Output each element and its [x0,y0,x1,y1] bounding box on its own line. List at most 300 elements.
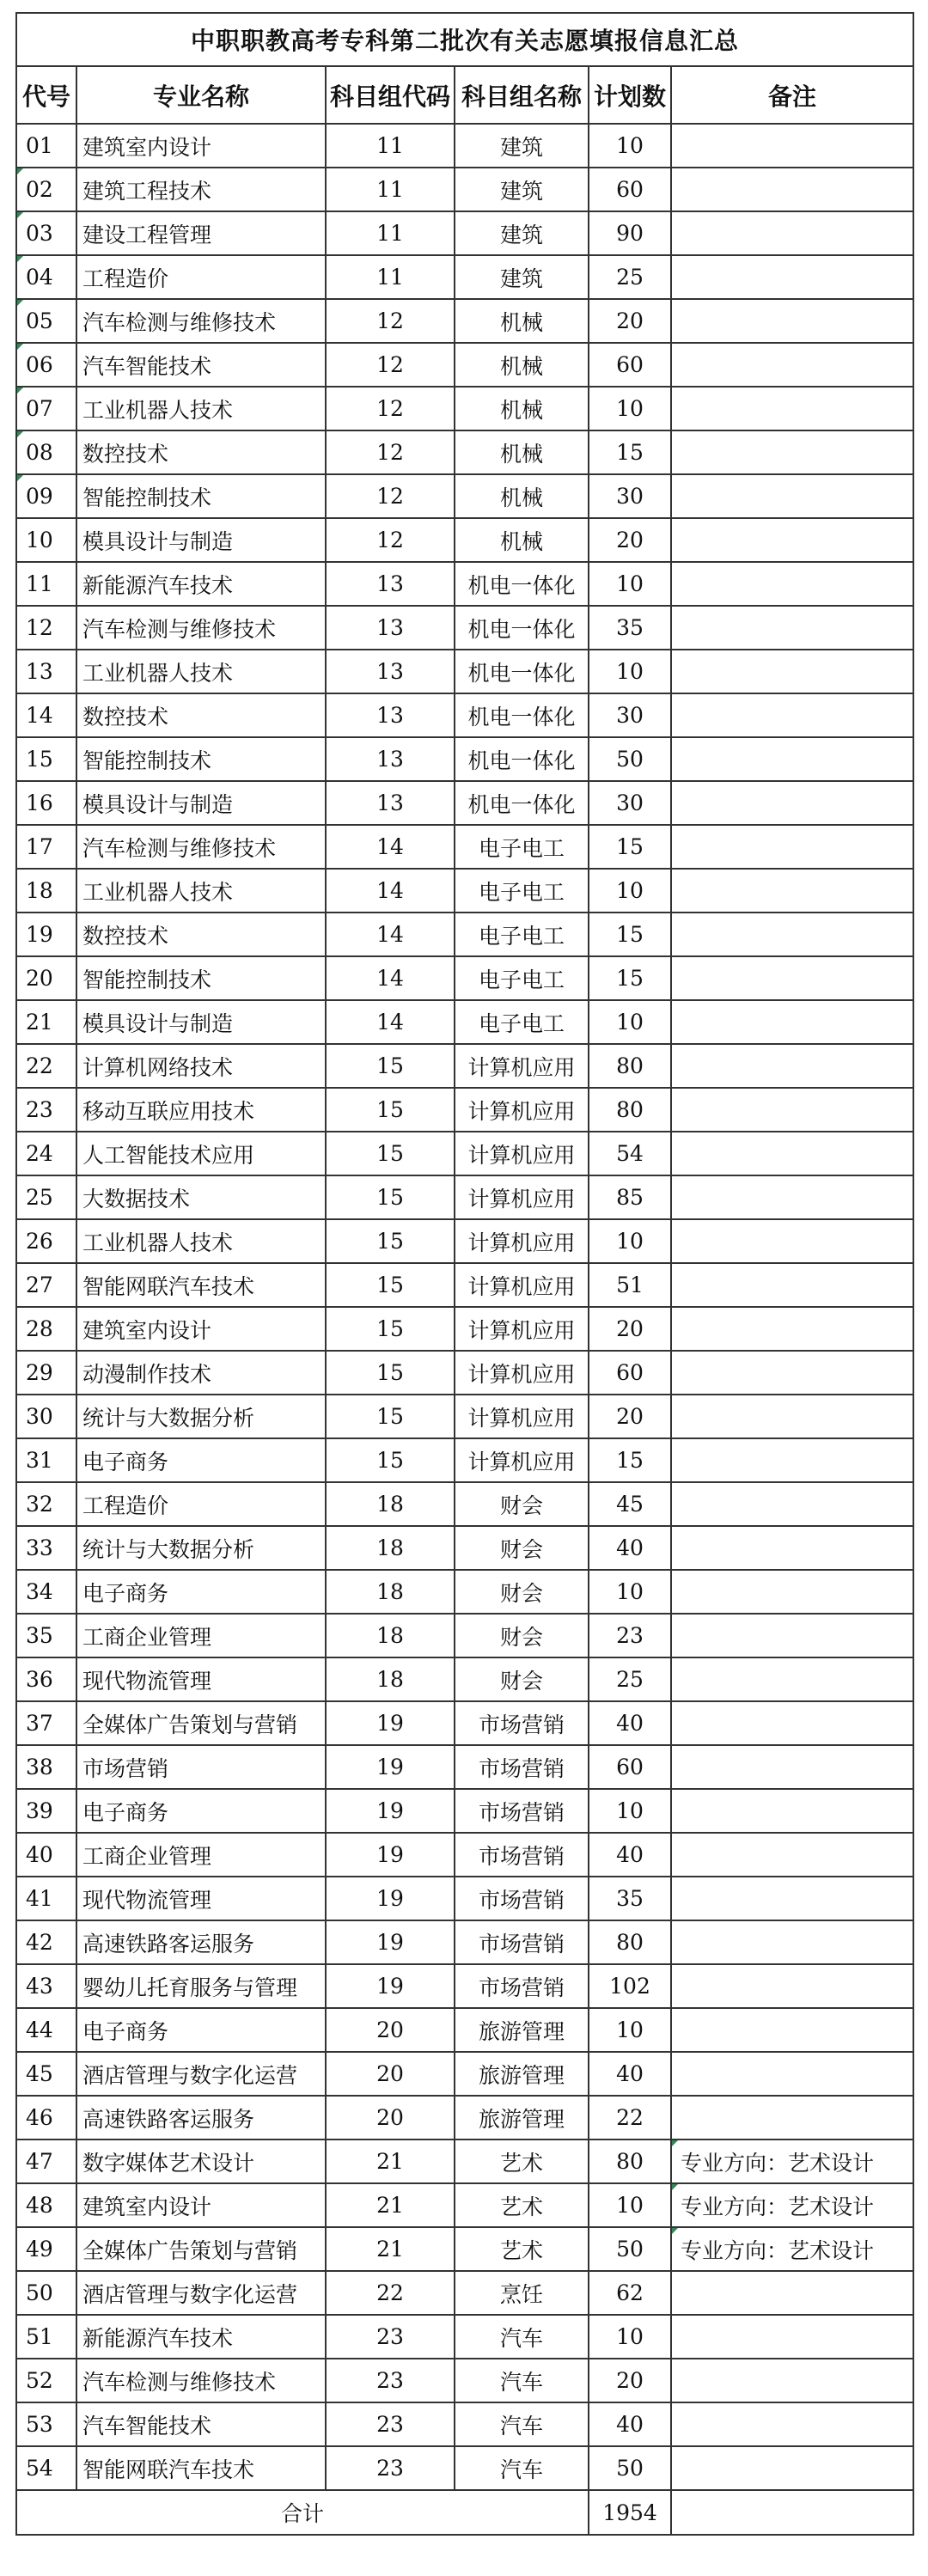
cell-group-code-text: 14 [376,966,404,991]
cell-group-name-text: 机械 [499,309,543,335]
cell-group-code [326,2052,455,2096]
cell-major [76,168,326,211]
cell-note [671,1789,913,1833]
cell-group-name-text: 建筑 [499,178,543,204]
cell-major [76,1132,326,1175]
table-row [16,825,913,869]
cell-plan-text: 20 [616,528,644,552]
cell-code-text: 01 [26,133,53,158]
table-row [16,693,913,737]
cell-code-text: 26 [26,1229,53,1254]
cell-major [76,2227,326,2271]
cell-group-name [455,1000,589,1044]
cell-group-code [326,1000,455,1044]
cell-plan [589,1000,671,1044]
cell-plan-text: 30 [616,703,644,728]
cell-code-text: 10 [26,528,53,552]
cell-code [16,518,76,562]
cell-plan-text: 60 [616,1755,644,1779]
cell-major [76,255,326,299]
cell-group-code-text: 23 [376,2456,404,2481]
cell-code [16,606,76,650]
cell-major [76,1570,326,1614]
cell-group-name [455,1263,589,1307]
cell-group-code [326,869,455,913]
cell-plan [589,956,671,1000]
cell-group-code [326,650,455,693]
cell-code-text: 39 [26,1798,53,1823]
cell-major [76,2052,326,2096]
cell-group-code-text: 19 [376,1798,404,1823]
cell-major [76,1219,326,1263]
cell-group-code [326,693,455,737]
cell-group-name [455,1657,589,1701]
table-row [16,2359,913,2402]
cell-plan-text: 10 [616,133,644,158]
cell-group-name-text: 艺术 [499,2150,543,2176]
cell-group-code [326,1877,455,1920]
cell-major [76,1000,326,1044]
cell-plan-text: 20 [616,308,644,333]
cell-plan-text: 10 [616,2017,644,2042]
cell-group-name [455,1175,589,1219]
cell-code-text: 37 [26,1711,53,1736]
table-row [16,2446,913,2490]
cell-note [671,650,913,693]
cell-group-code [326,518,455,562]
cell-group-code [326,2096,455,2140]
cell-code [16,299,76,343]
cell-code-text: 33 [26,1535,53,1560]
cell-plan [589,1614,671,1657]
cell-major [76,1088,326,1132]
cell-plan [589,124,671,168]
cell-code-text: 29 [26,1360,53,1385]
cell-major [76,430,326,474]
cell-group-name [455,2096,589,2140]
header-plan: 计划数 [589,66,671,124]
cell-code-text: 04 [26,265,53,290]
cell-code [16,1833,76,1877]
cell-major-text: 工业机器人技术 [82,660,234,686]
cell-plan [589,1132,671,1175]
cell-major [76,124,326,168]
cell-major-text: 数控技术 [82,923,169,949]
cell-group-name [455,518,589,562]
cell-code-text: 23 [26,1097,53,1122]
cell-note [671,956,913,1000]
cell-code [16,1789,76,1833]
cell-group-code-text: 15 [376,1316,404,1341]
cell-group-name [455,606,589,650]
table-row [16,430,913,474]
cell-note [671,1833,913,1877]
cell-group-code-text: 23 [376,2324,404,2349]
cell-group-code [326,1570,455,1614]
cell-code [16,1745,76,1789]
cell-group-name [455,1395,589,1438]
cell-group-name-text: 机电一体化 [467,791,576,817]
cell-plan [589,1307,671,1351]
cell-group-code [326,343,455,387]
cell-note [671,1877,913,1920]
table-row [16,299,913,343]
cell-major [76,2315,326,2359]
cell-group-code-text: 20 [376,2061,404,2086]
cell-group-name [455,693,589,737]
cell-plan [589,1351,671,1395]
cell-group-code-text: 19 [376,1886,404,1911]
cell-code [16,1351,76,1395]
cell-group-name-text: 市场营销 [478,1799,565,1825]
cell-note [671,1175,913,1219]
cell-major-text: 高速铁路客运服务 [82,2106,255,2132]
cell-group-name [455,1877,589,1920]
cell-group-code-text: 15 [376,1141,404,1166]
cell-group-name [455,1570,589,1614]
cell-plan [589,2052,671,2096]
cell-major [76,562,326,606]
cell-code [16,956,76,1000]
cell-major-text: 高速铁路客运服务 [82,1931,255,1956]
cell-major-text: 现代物流管理 [82,1668,212,1694]
cell-group-name [455,255,589,299]
cell-major-text: 汽车检测与维修技术 [82,616,277,642]
cell-code [16,2096,76,2140]
cell-plan [589,518,671,562]
cell-major-text: 建筑室内设计 [82,1317,212,1343]
cell-group-code-text: 15 [376,1360,404,1385]
cell-group-name-text: 机械 [499,528,543,554]
cell-major [76,1833,326,1877]
cell-group-code-text: 12 [376,352,404,377]
cell-major-text: 新能源汽车技术 [82,2325,234,2351]
cell-note [671,124,913,168]
table-row [16,1482,913,1526]
cell-group-code-text: 11 [376,133,404,158]
cell-group-code [326,825,455,869]
cell-marker-icon [17,168,23,174]
cell-group-code [326,956,455,1000]
table-row [16,650,913,693]
cell-code-text: 51 [26,2324,53,2349]
cell-plan [589,387,671,430]
cell-major-text: 汽车检测与维修技术 [82,2369,277,2395]
cell-group-name-text: 建筑 [499,222,543,247]
cell-code-text: 19 [26,922,53,947]
cell-group-name-text: 电子电工 [478,967,565,992]
cell-major-text: 智能控制技术 [82,748,212,773]
cell-code-text: 09 [26,484,53,509]
cell-code-text: 07 [26,396,53,421]
cell-group-name [455,562,589,606]
table-row [16,518,913,562]
cell-group-name [455,430,589,474]
cell-code [16,474,76,518]
cell-major-text: 建设工程管理 [82,222,212,247]
cell-group-code-text: 11 [376,221,404,246]
cell-major-text: 市场营销 [82,1755,169,1781]
cell-plan-text: 102 [609,1974,650,1999]
table-title: 中职职教高考专科第二批次有关志愿填报信息汇总 [16,13,913,66]
cell-note [671,1701,913,1745]
cell-major [76,913,326,956]
cell-group-code [326,562,455,606]
cell-plan-text: 10 [616,1010,644,1035]
cell-marker-icon [17,344,23,350]
cell-code [16,2183,76,2227]
cell-note [671,693,913,737]
cell-major [76,1175,326,1219]
cell-code [16,124,76,168]
cell-plan [589,1877,671,1920]
cell-plan [589,825,671,869]
cell-plan-text: 40 [616,1535,644,1560]
cell-plan [589,1833,671,1877]
cell-group-code [326,2402,455,2446]
cell-note [671,2446,913,2490]
cell-group-name [455,343,589,387]
cell-group-name-text: 建筑 [499,266,543,291]
cell-code-text: 02 [26,177,53,202]
cell-major-text: 智能控制技术 [82,485,212,510]
table-row [16,1614,913,1657]
header-code: 代号 [16,66,76,124]
cell-group-code-text: 15 [376,1097,404,1122]
cell-group-code [326,1263,455,1307]
cell-major [76,869,326,913]
cell-code [16,1614,76,1657]
cell-note [671,2227,913,2271]
cell-plan [589,606,671,650]
cell-major [76,211,326,255]
cell-group-name-text: 财会 [499,1492,543,1518]
cell-group-name [455,2271,589,2315]
cell-group-name-text: 计算机应用 [467,1054,576,1080]
cell-group-name [455,299,589,343]
cell-group-name-text: 财会 [499,1580,543,1606]
cell-code-text: 21 [26,1010,53,1035]
table-row [16,606,913,650]
cell-note [671,1526,913,1570]
cell-group-name-text: 市场营销 [478,1931,565,1956]
cell-code [16,168,76,211]
cell-group-name-text: 市场营销 [478,1887,565,1913]
cell-major-text: 统计与大数据分析 [82,1536,255,1562]
cell-major-text: 动漫制作技术 [82,1361,212,1387]
cell-group-code [326,2359,455,2402]
cell-note [671,1438,913,1482]
table-row [16,1833,913,1877]
cell-major [76,2140,326,2183]
cell-plan [589,650,671,693]
cell-note [671,168,913,211]
cell-group-name-text: 市场营销 [478,1755,565,1781]
cell-code-text: 42 [26,1930,53,1955]
cell-group-code-text: 19 [376,1755,404,1779]
cell-major [76,1482,326,1526]
cell-plan-text: 20 [616,1316,644,1341]
cell-group-name [455,1132,589,1175]
cell-code [16,430,76,474]
cell-group-code [326,1964,455,2008]
cell-code [16,1132,76,1175]
cell-group-code-text: 23 [376,2368,404,2393]
cell-group-code [326,1088,455,1132]
table-row [16,343,913,387]
cell-group-code [326,255,455,299]
header-major: 专业名称 [76,66,326,124]
cell-plan [589,1657,671,1701]
cell-group-name-text: 旅游管理 [478,2106,565,2132]
table-row [16,913,913,956]
cell-group-code-text: 13 [376,615,404,640]
cell-group-code-text: 20 [376,2105,404,2130]
cell-code [16,562,76,606]
cell-note [671,518,913,562]
cell-marker-icon [17,388,23,394]
cell-plan-text: 15 [616,834,644,859]
cell-note [671,343,913,387]
cell-code [16,2315,76,2359]
cell-note-text: 专业方向：艺术设计 [681,2150,875,2176]
cell-group-code [326,1482,455,1526]
table-row [16,2227,913,2271]
cell-plan [589,2315,671,2359]
cell-code-text: 17 [26,834,53,859]
cell-code [16,693,76,737]
table-row [16,1219,913,1263]
cell-plan [589,1044,671,1088]
cell-plan-text: 10 [616,659,644,684]
table-row [16,474,913,518]
cell-plan-text: 60 [616,352,644,377]
cell-group-code-text: 13 [376,571,404,596]
cell-major-text: 数控技术 [82,441,169,467]
cell-group-name-text: 计算机应用 [467,1361,576,1387]
cell-plan-text: 23 [616,1623,644,1648]
cell-group-code [326,1657,455,1701]
cell-group-name-text: 电子电工 [478,1010,565,1036]
cell-major-text: 智能控制技术 [82,967,212,992]
cell-plan [589,781,671,825]
cell-plan-text: 50 [616,2237,644,2262]
cell-group-code [326,1614,455,1657]
cell-code [16,2359,76,2402]
cell-group-code [326,1438,455,1482]
cell-group-code-text: 15 [376,1053,404,1078]
cell-group-name [455,2140,589,2183]
table-row [16,1438,913,1482]
cell-group-name-text: 汽车 [499,2325,543,2351]
cell-plan [589,1920,671,1964]
cell-group-name-text: 电子电工 [478,923,565,949]
cell-code [16,869,76,913]
cell-group-name-text: 财会 [499,1624,543,1650]
table-row [16,1307,913,1351]
cell-group-code-text: 18 [376,1492,404,1517]
cell-group-code [326,1745,455,1789]
cell-group-name [455,1438,589,1482]
table-row [16,737,913,781]
cell-note [671,606,913,650]
table-row [16,2183,913,2227]
cell-plan-text: 35 [616,615,644,640]
cell-code-text: 40 [26,1842,53,1867]
cell-code-text: 54 [26,2456,53,2481]
table-row [16,1175,913,1219]
cell-note [671,1044,913,1088]
cell-note [671,1132,913,1175]
cell-code [16,1570,76,1614]
cell-note [671,1920,913,1964]
cell-group-name-text: 电子电工 [478,835,565,861]
cell-group-name-text: 艺术 [499,2237,543,2263]
cell-group-code [326,2315,455,2359]
cell-group-name-text: 机械 [499,485,543,510]
cell-major-text: 计算机网络技术 [82,1054,234,1080]
cell-group-code [326,1526,455,1570]
header-row [16,66,913,124]
cell-group-name-text: 机械 [499,397,543,423]
cell-code-text: 49 [26,2237,53,2262]
cell-note [671,2096,913,2140]
cell-plan [589,1088,671,1132]
cell-plan-text: 10 [616,2324,644,2349]
cell-code-text: 05 [26,308,53,333]
cell-group-name-text: 计算机应用 [467,1449,576,1474]
cell-code-text: 11 [26,571,53,596]
table-row [16,387,913,430]
cell-plan-text: 10 [616,1798,644,1823]
table-row [16,1395,913,1438]
cell-group-name [455,2359,589,2402]
cell-group-code [326,1132,455,1175]
cell-group-name [455,1701,589,1745]
cell-major [76,387,326,430]
cell-note [671,1657,913,1701]
cell-plan-text: 15 [616,440,644,465]
cell-group-name-text: 机电一体化 [467,748,576,773]
cell-plan-text: 20 [616,2368,644,2393]
cell-major [76,1351,326,1395]
cell-group-code-text: 15 [376,1404,404,1429]
cell-code [16,1438,76,1482]
cell-major [76,1395,326,1438]
cell-major [76,1263,326,1307]
cell-group-code-text: 18 [376,1579,404,1604]
cell-plan [589,737,671,781]
cell-group-code-text: 19 [376,1930,404,1955]
cell-group-code [326,2446,455,2490]
cell-plan-text: 40 [616,2412,644,2437]
cell-group-name [455,869,589,913]
cell-plan-text: 20 [616,1404,644,1429]
cell-code [16,781,76,825]
cell-plan [589,1482,671,1526]
cell-group-code-text: 12 [376,484,404,509]
cell-code-text: 18 [26,878,53,903]
cell-code [16,343,76,387]
cell-major-text: 数字媒体艺术设计 [82,2150,255,2176]
cell-major [76,1745,326,1789]
cell-code [16,2227,76,2271]
cell-plan [589,1395,671,1438]
total-note [671,2490,913,2535]
table-row [16,1351,913,1395]
cell-major [76,1920,326,1964]
cell-note [671,737,913,781]
